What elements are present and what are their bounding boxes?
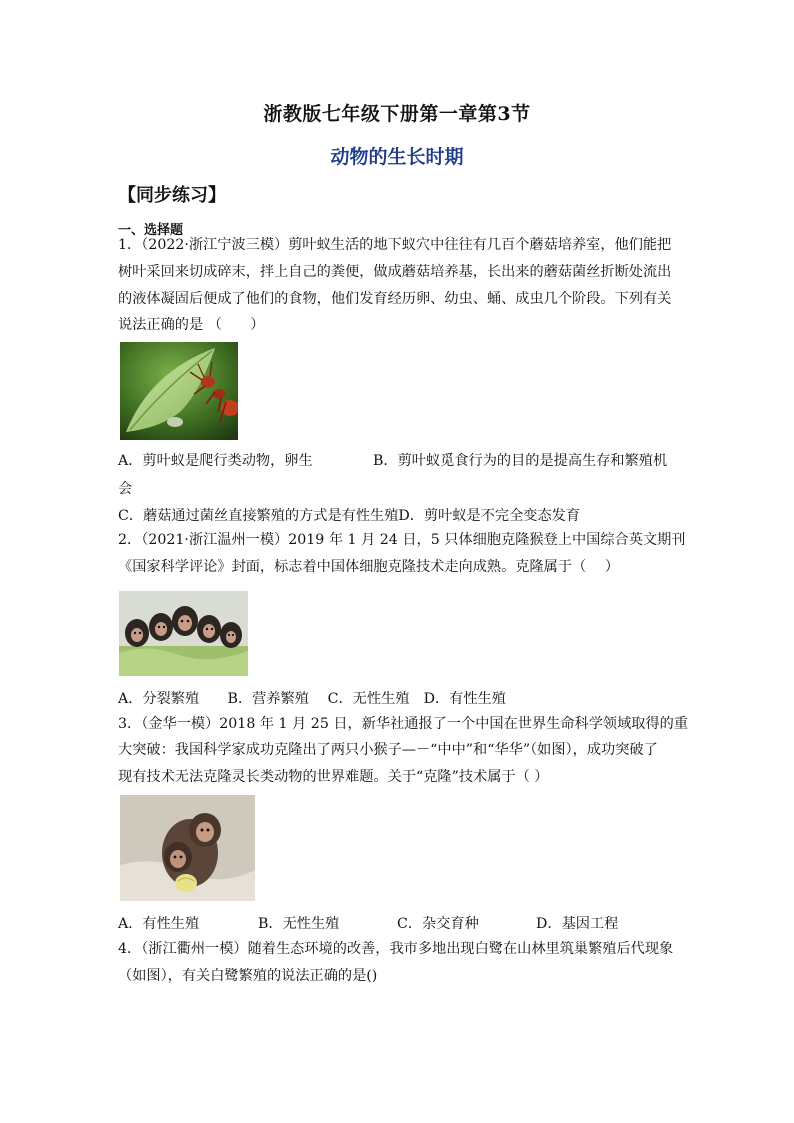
question-1-line-2: 树叶采回来切成碎末，拌上自己的粪便，做成蘑菇培养基，长出来的蘑菇菌丝折断处流出 — [118, 264, 672, 280]
question-1-line-1: 1．（2022·浙江宁波三模）剪叶蚁生活的地下蚁穴中往往有几百个蘑菇培养室，他们能把 — [118, 237, 672, 253]
question-3-option-a: A．有性生殖 — [118, 916, 200, 932]
section-heading: 【同步练习】 — [118, 185, 226, 206]
two-cloned-monkeys-image — [120, 795, 255, 901]
question-3-option-b: B．无性生殖 — [258, 916, 340, 932]
document-subtitle: 动物的生长时期 — [330, 146, 464, 168]
question-3-line-3: 现有技术无法克隆灵长类动物的世界难题。关于“克隆”技术属于（ ） — [118, 769, 549, 785]
question-3-option-c: C．杂交育种 — [397, 916, 479, 932]
question-1-option-b: B．剪叶蚁觅食行为的目的是提高生存和繁殖机 — [373, 453, 668, 469]
question-1-options-c-d: C．蘑菇通过菌丝直接繁殖的方式是有性生殖D．剪叶蚁是不完全变态发育 — [118, 508, 581, 524]
question-3-option-d: D．基因工程 — [536, 916, 619, 932]
document-title: 浙教版七年级下册第一章第3节 — [263, 103, 531, 125]
part-heading: 一、选择题 — [118, 223, 184, 238]
five-cloned-monkeys-image — [119, 591, 248, 676]
question-3-line-2: 大突破：我国科学家成功克隆出了两只小猴子—－“中中”和“华华”（如图），成功突破了 — [118, 742, 658, 758]
question-2-options: A．分裂繁殖 B．营养繁殖 C．无性生殖 D．有性生殖 — [118, 691, 506, 707]
question-4-line-2: （如图），有关白鹭繁殖的说法正确的是() — [118, 968, 378, 984]
question-1-line-4: 说法正确的是 （ ） — [118, 317, 265, 333]
question-3-line-1: 3．（金华一模）2018 年 1 月 25 日，新华社通报了一个中国在世界生命科学领域取得的重 — [118, 716, 689, 732]
question-1-option-b-continued: 会 — [118, 481, 133, 497]
question-2-line-1: 2．（2021·浙江温州一模）2019 年 1 月 24 日，5 只体细胞克隆猴登上中国综合英文期刊 — [118, 532, 686, 548]
question-4-line-1: 4．（浙江衢州一模）随着生态环境的改善，我市多地出现白鹭在山林里筑巢繁殖后代现象 — [118, 941, 674, 957]
question-1-line-3: 的液体凝固后便成了他们的食物，他们发育经历卵、幼虫、蛹、成虫几个阶段。下列有关 — [118, 291, 672, 307]
question-2-line-2: 《国家科学评论》封面，标志着中国体细胞克隆技术走向成熟。克隆属于（ ） — [118, 559, 620, 575]
question-1-option-a: A．剪叶蚁是爬行类动物，卵生 — [118, 453, 313, 469]
ant-on-leaf-image — [120, 342, 238, 440]
